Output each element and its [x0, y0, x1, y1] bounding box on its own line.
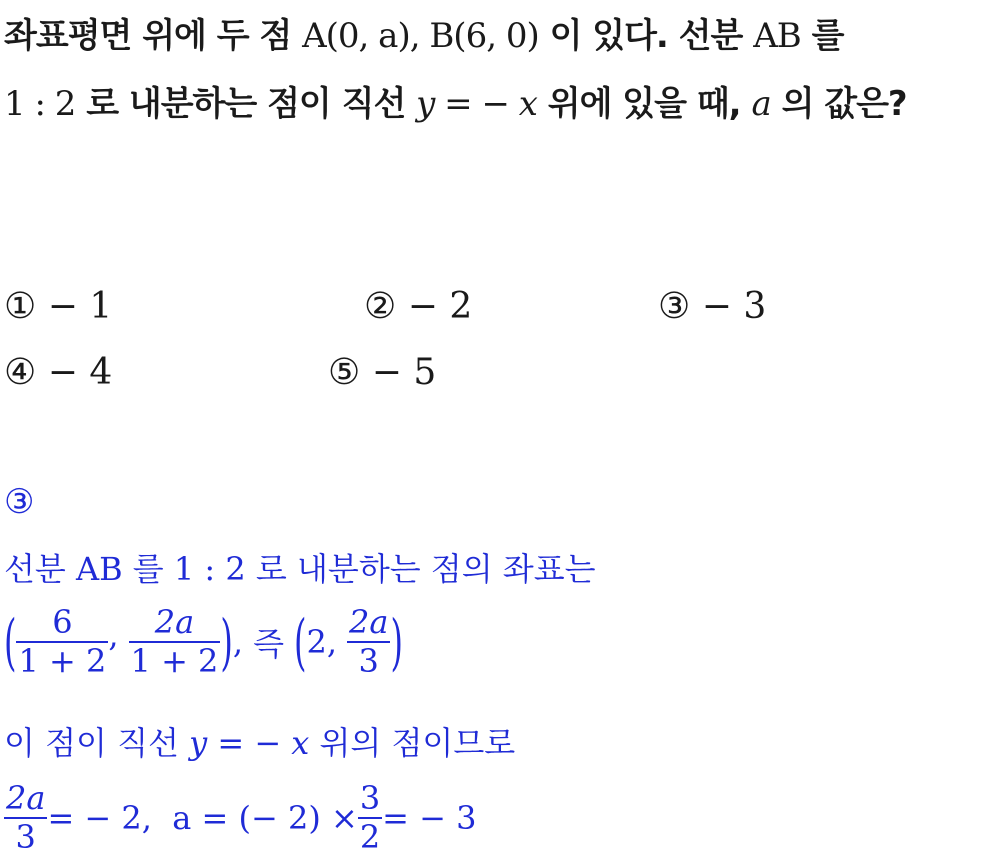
fraction-denominator: 2: [359, 817, 381, 856]
choice-5: [328, 352, 436, 393]
solution-text: 위의 점이므로: [319, 724, 516, 762]
solution-math: = − 3: [382, 798, 477, 837]
question-math: a: [751, 84, 771, 124]
solution-text: 이 점이 직선: [4, 724, 179, 762]
question-line-2: [4, 76, 907, 125]
choice-value: − 2: [407, 286, 473, 327]
fraction: [347, 604, 390, 680]
fraction-numerator: 3: [359, 779, 381, 817]
choice-value: − 5: [371, 352, 437, 393]
fraction-denominator: 1 + 2: [18, 641, 107, 680]
question-line-1: [4, 8, 843, 57]
choice-3: [658, 286, 766, 327]
question-text: 를: [811, 16, 844, 56]
solution-math: 1 : 2: [173, 550, 246, 588]
question-math: 1 : 2: [4, 84, 76, 124]
solution-line-3: [4, 718, 515, 764]
right-paren: ): [390, 605, 403, 678]
solution-line-4: [4, 780, 477, 856]
question-text: 로 내분하는 점이 직선: [86, 84, 406, 124]
question-text: 의 값은?: [781, 84, 907, 124]
right-paren: ): [220, 605, 233, 678]
solution-line-2: [4, 604, 403, 680]
choice-number: ①: [4, 286, 37, 327]
choice-value: − 3: [701, 286, 767, 327]
question-text: 위에 있을 때,: [547, 84, 741, 124]
solution-line-1: [4, 544, 596, 590]
choice-number: ③: [658, 286, 691, 327]
answer-mark: ③: [4, 482, 35, 522]
fraction-numerator: 2a: [6, 779, 46, 817]
choice-number: ②: [364, 286, 397, 327]
fraction: [358, 780, 382, 856]
question-math: y = − x: [416, 84, 537, 124]
choice-2: [364, 286, 472, 327]
fraction-numerator: 2a: [154, 603, 195, 641]
question-text: 이 있다. 선분: [549, 16, 743, 56]
solution-text: 즉: [253, 624, 284, 663]
left-paren: (: [293, 605, 307, 678]
fraction-numerator: 6: [52, 603, 73, 641]
solution-text: 선분: [4, 550, 66, 588]
solution-text: 를: [132, 550, 164, 588]
choice-4: [4, 352, 112, 393]
choice-number: ⑤: [328, 352, 361, 393]
choice-number: ④: [4, 352, 37, 393]
solution-math: y = − x: [189, 724, 310, 762]
question-math: AB: [753, 16, 801, 56]
choice-1: [4, 286, 112, 327]
solution-text: 로 내분하는 점의 좌표는: [255, 550, 596, 588]
fraction-denominator: 3: [15, 817, 36, 856]
comma: ,: [108, 615, 119, 654]
fraction: [16, 604, 108, 680]
comma: ,: [232, 622, 244, 661]
fraction: [129, 604, 221, 680]
solution-math: AB: [76, 550, 123, 588]
solution-math: = − 2, a = (− 2) ×: [47, 798, 358, 837]
fraction-numerator: 2a: [349, 603, 389, 641]
question-text: 좌표평면 위에 두 점: [4, 16, 292, 56]
fraction-denominator: 3: [358, 641, 379, 680]
fraction: [4, 780, 47, 856]
left-paren: (: [4, 605, 17, 678]
choice-value: − 1: [47, 286, 113, 327]
fraction-denominator: 1 + 2: [130, 641, 219, 680]
question-math: A(0, a), B(6, 0): [302, 16, 539, 56]
choice-value: − 4: [47, 352, 113, 393]
solution-math: 2,: [306, 622, 337, 661]
